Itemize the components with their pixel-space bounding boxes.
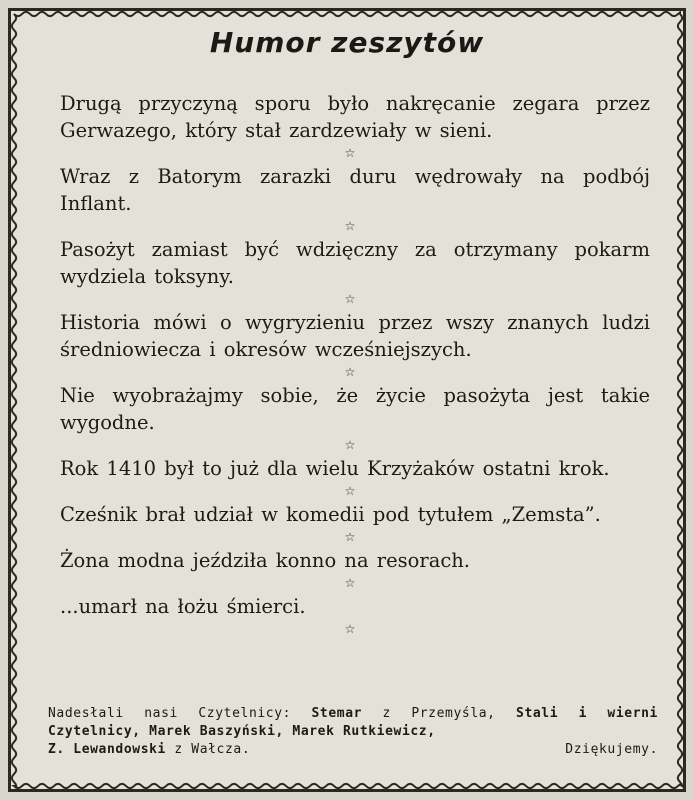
joke-6: Rok 1410 był to już dla wielu Krzyżaków ostatni krok.	[60, 457, 610, 480]
star-separator-icon: ☆	[344, 484, 356, 498]
joke-4: Historia mówi o wygryzieniu przez wszy znanych ludzi średniowiecza i okresów wcześniejszych.	[60, 311, 650, 361]
credit-origin: z Wałcza.	[174, 742, 251, 757]
credits-intro: Nadesłali nasi Czytelnicy:	[48, 706, 292, 721]
joke-3: Pasożyt zamiast być wdzięczny za otrzymany pokarm wydziela toksyny.	[60, 238, 650, 288]
joke-7: Cześnik brał udział w komedii pod tytułem „Zemsta”.	[60, 503, 601, 526]
credit-name: Z. Lewandowski	[48, 742, 166, 757]
star-separator-icon: ☆	[344, 622, 356, 636]
credit-origin: z Przemyśla,	[382, 706, 496, 721]
article-title: Humor zeszytów	[209, 26, 485, 59]
star-separator-icon: ☆	[344, 219, 356, 233]
star-separator-icon: ☆	[344, 146, 356, 160]
jokes-list	[60, 90, 650, 639]
joke-5: Nie wyobrażajmy sobie, że życie pasożyta jest takie wygodne.	[60, 384, 650, 434]
joke-8: Żona modna jeździła konno na resorach.	[60, 549, 470, 572]
credits-block	[48, 705, 658, 759]
credit-name: Stali i wierni Czytelnicy,	[48, 706, 658, 739]
joke-2: Wraz z Batorym zarazki duru wędrowały na podbój Inflant.	[60, 165, 650, 215]
credit-name: Marek Baszyński,	[149, 724, 284, 739]
credit-name: Stemar	[311, 706, 363, 721]
credits-last-line	[48, 741, 658, 759]
star-separator-icon: ☆	[344, 530, 356, 544]
joke-9: ...umarł na łożu śmierci.	[60, 595, 306, 618]
star-separator-icon: ☆	[344, 576, 356, 590]
star-separator-icon: ☆	[344, 438, 356, 452]
thanks-text: Dziękujemy.	[565, 742, 658, 757]
credit-entry	[48, 741, 250, 759]
joke-1: Drugą przyczyną sporu było nakręcanie zegara przez Gerwazego, który stał zardzewiały w sieni.	[60, 92, 650, 142]
star-separator-icon: ☆	[344, 365, 356, 379]
star-separator-icon: ☆	[344, 292, 356, 306]
credit-name: Marek Rutkiewicz,	[292, 724, 436, 739]
